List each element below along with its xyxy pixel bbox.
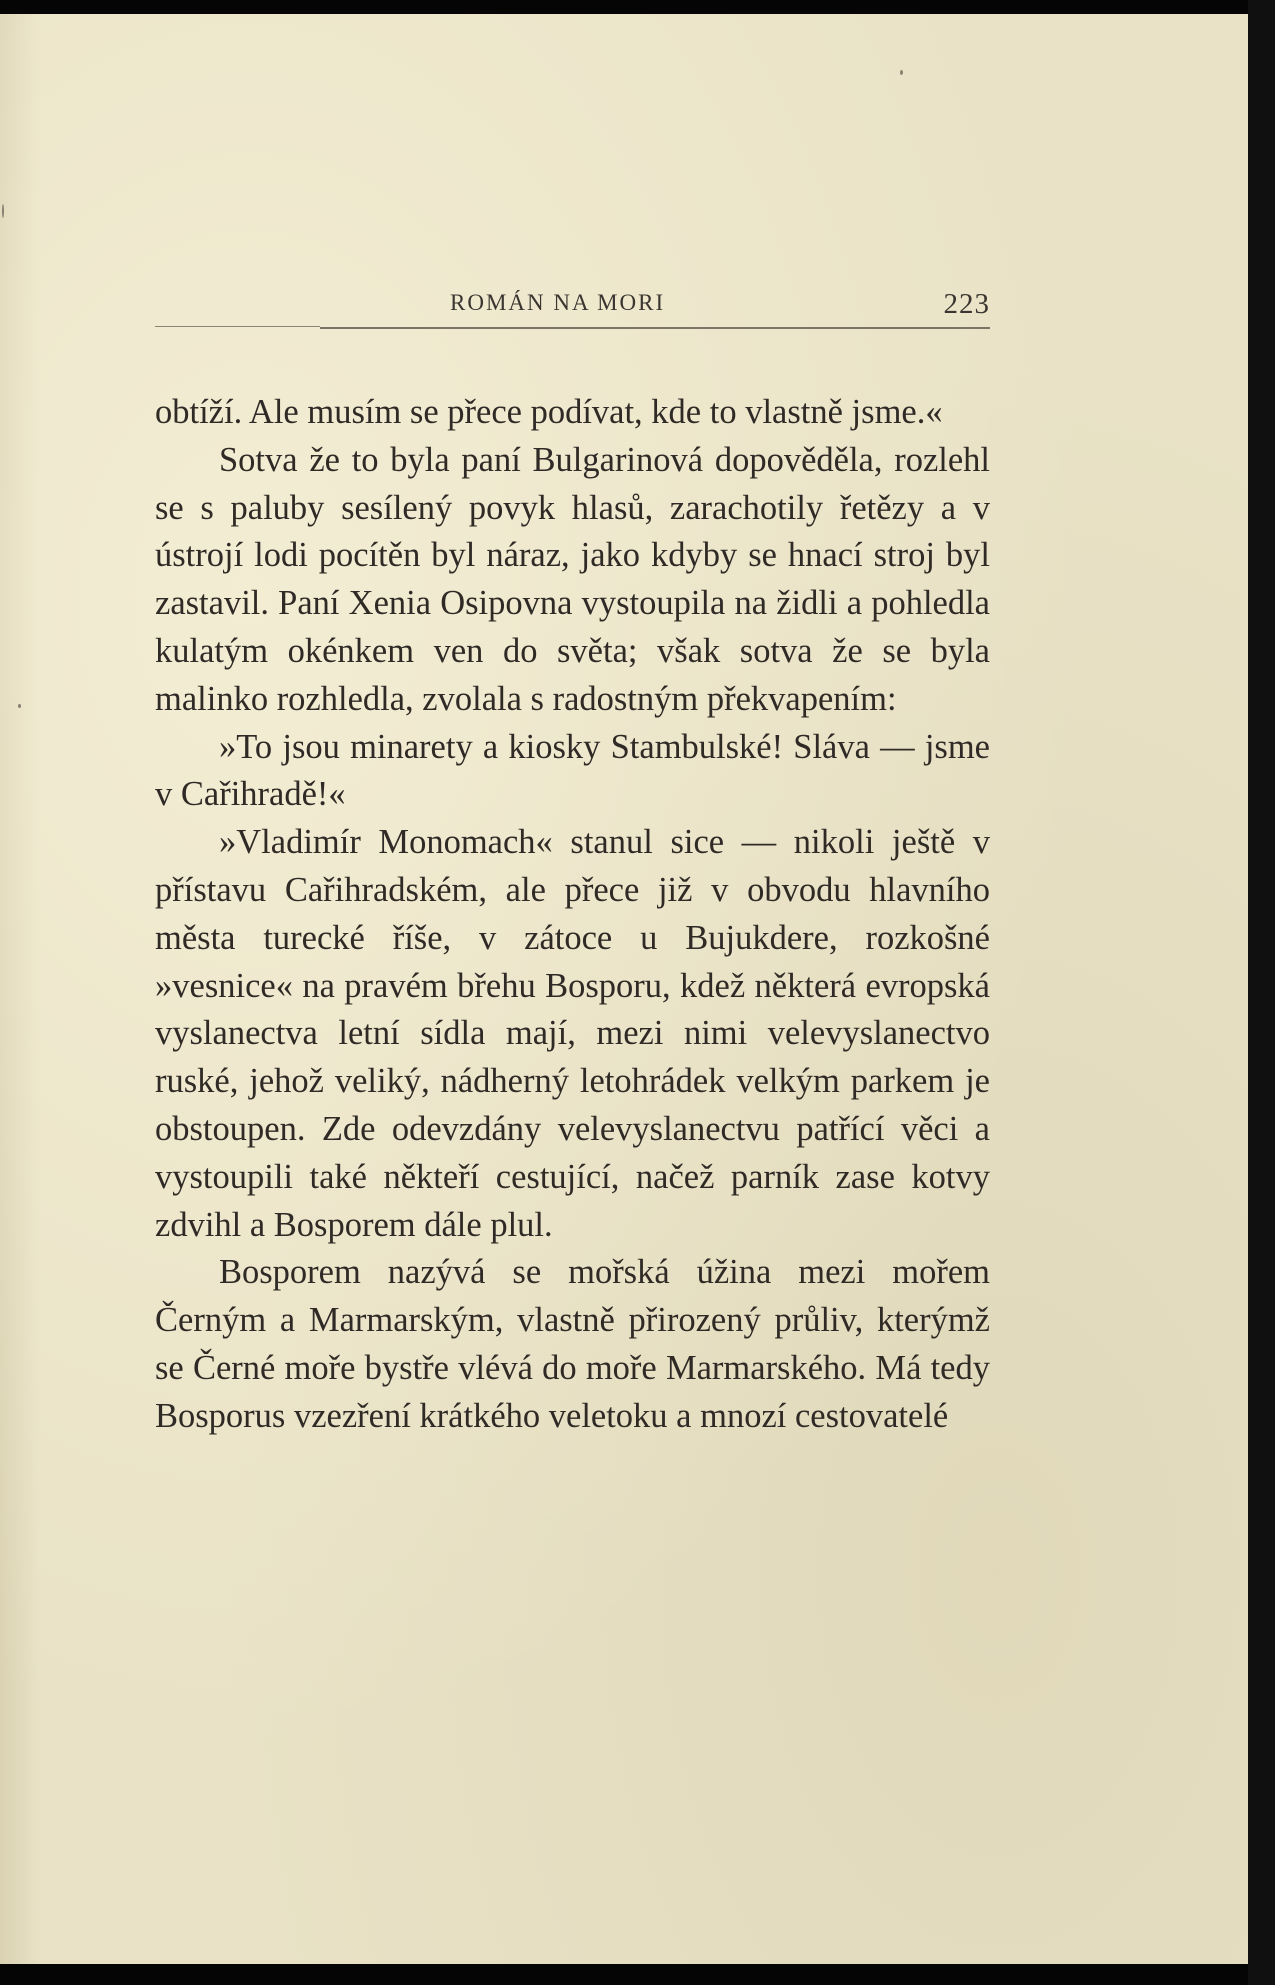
speck (900, 70, 903, 75)
paragraph-5: Bosporem nazývá se mořská úžina mezi mořem Černým a Marmarským, vlastně přirozený průliv, kterýmž se Černé moře bystře vlévá do moře Marmarského. Má tedy Bosporus vzezření krátkého veletoku a mnozí cestovatelé (155, 1253, 990, 1435)
body-text (155, 389, 990, 1441)
paragraph-2: Sotva že to byla paní Bulgarinová dopověděla, rozlehl se s paluby sesílený povyk hlasů, zarachotily řetězy a v ústrojí lodi pocítěn byl náraz, jako kdyby se hnací stroj byl zastavil. Paní Xenia Osipovna vystoupila na židli a pohledla kulatým okénkem ven do světa; však sotva že se byla malinko rozhledla, zvolala s radostným překvapením: (155, 440, 990, 718)
paragraph-3: »To jsou minarety a kiosky Stambulské! Sláva — jsme v Cařihradě!« (155, 727, 990, 814)
paragraph-1: obtíží. Ale musím se přece podívat, kde to vlastně jsme.« (155, 393, 943, 431)
header-rule-right (320, 327, 990, 329)
book-page (0, 14, 1248, 1964)
paragraph-4: »Vladimír Monomach« stanul sice — nikoli ještě v přístavu Cařihradském, ale přece již v obvodu hlavního města turecké říše, v zátoce u Bujukdere, rozkošné »vesnice« na pravém břehu Bosporu, kdež některá evropská vyslanectva letní sídla mají, mezi nimi velevyslanectvo ruské, jehož veliký, nádherný letohrádek velkým parkem je obstoupen. Zde odevzdány velevyslanectvu patřící věci a vystoupili také někteří cestující, načež parník zase kotvy zdvihl a Bosporem dále plul. (155, 823, 990, 1244)
speck (2, 204, 4, 218)
page-header (155, 286, 990, 336)
page-number: 223 (943, 288, 990, 320)
scan-edge (1248, 0, 1275, 1985)
header-rule-left (155, 326, 320, 327)
speck (18, 704, 21, 708)
running-title: ROMÁN NA MORI (450, 290, 666, 315)
